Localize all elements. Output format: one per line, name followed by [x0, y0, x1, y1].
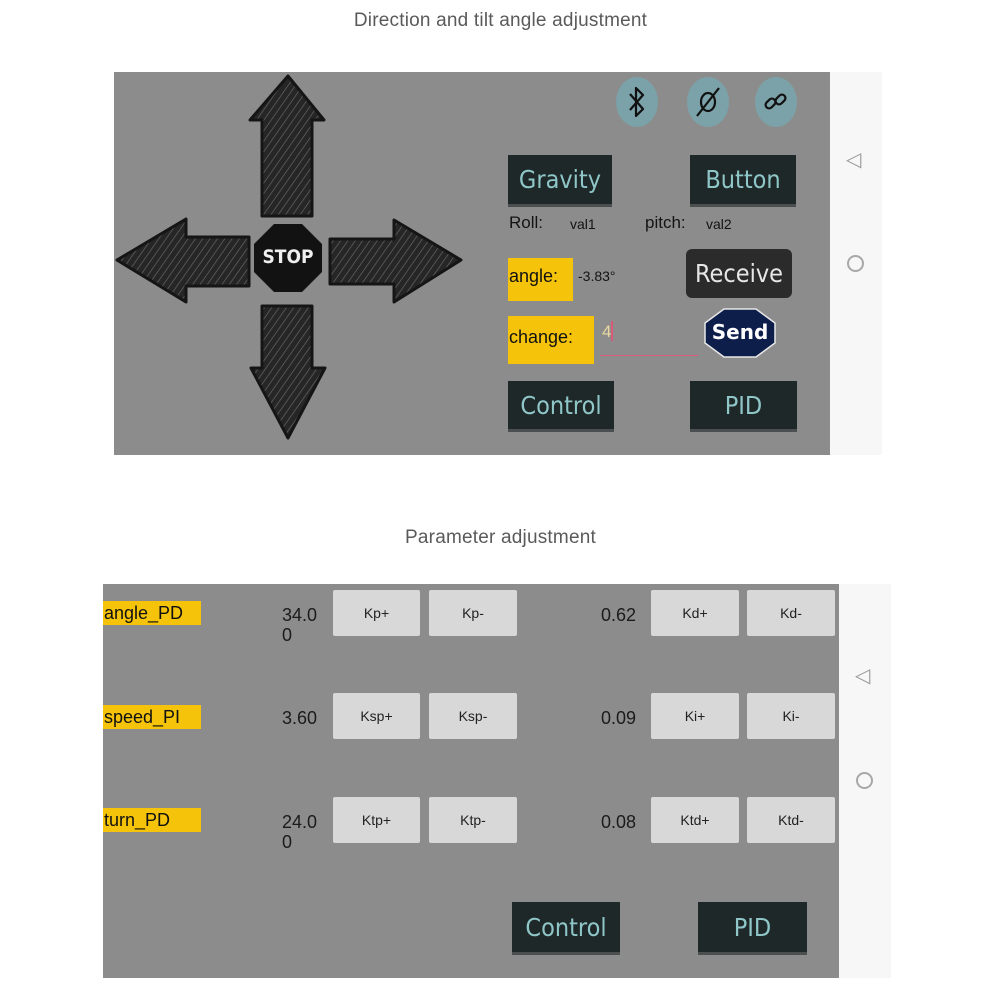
angle-label: angle:: [508, 258, 573, 301]
arrow-up-button[interactable]: [250, 76, 324, 216]
home-icon[interactable]: [856, 772, 873, 789]
roll-value: val1: [570, 216, 596, 232]
kp-plus-button[interactable]: Kp+: [333, 590, 420, 636]
link-icon[interactable]: [755, 77, 797, 127]
arrow-right-button[interactable]: [330, 220, 461, 302]
ktd-minus-button[interactable]: Ktd-: [747, 797, 835, 843]
system-navigation-bar: [830, 72, 882, 455]
ktp-minus-button[interactable]: Ktp-: [429, 797, 517, 843]
arrow-left-button[interactable]: [117, 219, 249, 302]
angle-value: -3.83°: [578, 268, 616, 284]
kp-minus-button[interactable]: Kp-: [429, 590, 517, 636]
param-pid-button[interactable]: PID: [698, 902, 807, 955]
send-label: Send: [711, 320, 769, 344]
pitch-value: val2: [706, 216, 732, 232]
disconnect-icon[interactable]: [687, 77, 729, 127]
arrow-down-button[interactable]: [251, 306, 325, 438]
ki-minus-button[interactable]: Ki-: [747, 693, 835, 739]
ksp-value: 3.60: [282, 708, 318, 728]
button-button[interactable]: Button: [690, 155, 796, 207]
home-icon[interactable]: [847, 255, 864, 272]
ki-value: 0.09: [601, 708, 637, 728]
system-navigation-bar-bottom: [839, 584, 891, 978]
stop-label: STOP: [262, 246, 314, 268]
change-input[interactable]: [600, 316, 698, 356]
text-cursor: [611, 321, 613, 341]
direction-control-panel: [114, 72, 830, 455]
change-input-value: 4: [602, 322, 612, 341]
parameter-panel: [103, 584, 839, 978]
change-label: change:: [508, 316, 594, 364]
ktp-plus-button[interactable]: Ktp+: [333, 797, 420, 843]
param-control-button[interactable]: Control: [512, 902, 620, 955]
kd-plus-button[interactable]: Kd+: [651, 590, 739, 636]
ksp-minus-button[interactable]: Ksp-: [429, 693, 517, 739]
roll-label: Roll:: [509, 213, 544, 232]
pid-button[interactable]: PID: [690, 381, 797, 432]
kp-value: 34.0 0: [282, 605, 318, 645]
back-icon[interactable]: ◁: [855, 665, 871, 687]
kd-minus-button[interactable]: Kd-: [747, 590, 835, 636]
ktp-value: 24.0 0: [282, 812, 318, 852]
ki-plus-button[interactable]: Ki+: [651, 693, 739, 739]
receive-button[interactable]: Receive: [686, 249, 792, 298]
control-button[interactable]: Control: [508, 381, 614, 432]
ktd-value: 0.08: [601, 812, 637, 832]
parameter-section-caption: Parameter adjustment: [405, 527, 596, 548]
bluetooth-icon[interactable]: [616, 77, 658, 127]
pitch-label: pitch:: [645, 213, 686, 232]
back-icon[interactable]: ◁: [846, 149, 862, 171]
ktd-plus-button[interactable]: Ktd+: [651, 797, 739, 843]
gravity-button[interactable]: Gravity: [508, 155, 612, 207]
angle-pd-label: angle_PD: [103, 601, 201, 625]
kd-value: 0.62: [601, 605, 637, 625]
ksp-plus-button[interactable]: Ksp+: [333, 693, 420, 739]
speed-pi-label: speed_PI: [103, 705, 201, 729]
direction-section-caption: Direction and tilt angle adjustment: [353, 10, 648, 31]
turn-pd-label: turn_PD: [103, 808, 201, 832]
